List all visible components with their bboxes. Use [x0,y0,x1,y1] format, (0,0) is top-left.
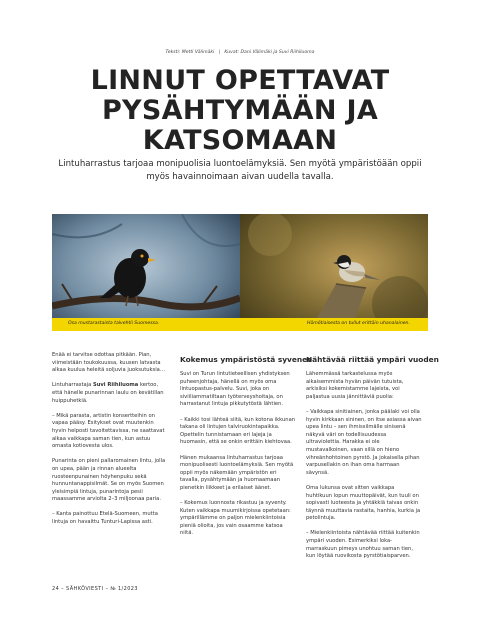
article-headline [40,66,440,156]
col1-paragraph-3: – Mikä parasta, artistin konsertteihin on vapaa pääsy. Esitykset ovat muutenkin hyvin helposti tavoitettavissa, ne saattavat alkaa vaikkapa saman tien, kun astuu omasta kotiovesta ulos. [52,412,165,450]
col3-paragraph-2: – Vaikkapa sinitiainen, jonka päälaki voi olla hyvin kirkkaan sininen, on itse asiassa aivan upea lintu – sen ihmissilmälle sinisenä näkyvä väri on todellisuudessa ultraviolettia. Harakka ei ole mustavalkoinen, vaan sillä on hieno vihreänhohtoinen pyrstö. Ja jokaisella pihan varpusellakin on ihan oma harmaan sävynsä. [306,408,422,476]
headline-line-3: KATSOMAAN [142,125,338,156]
col2-subheading: Kokemus ympäristöstä syvenee [180,355,313,364]
photo-strip [52,214,428,331]
col2-paragraph-4: – Kokemus luonnosta rikastuu ja syventy. Kuten vaikkapa muumikirjoissa opetetaan: ympärillämme on paljon mielenkiintoisia pieniä olioita, jos vain osaamme katsoa niitä. [180,500,291,537]
byline-photos: Kuvat: Dani Välimäki ja Suvi Riihiluoma [224,50,315,55]
byline-separator: | [218,50,221,55]
headline-line-2: PYSÄHTYMÄÄN JA [101,95,379,126]
col1-paragraph-2 [52,382,168,405]
col1-paragraph-5: – Kanta painottuu Etelä-Suomeen, mutta lintuja on havaittu Tunturi-Lapissa asti. [52,511,158,526]
willow-tit-photo [240,214,428,331]
col3-paragraph-4: – Mielenkiintoista nähtävää riittää kuitenkin ympäri vuoden. Esimerkiksi loka-marraskuun pimeys unohtuu saman tien, kun löytää ruovikosta pyrstötiaisparven. [306,530,420,560]
blackbird-caption: Osa mustarastaista talvehtii Suomessa. [68,321,160,326]
column-3 [306,355,439,568]
byline [0,50,480,55]
col1-p2-rest: kertoo, että hänelle punarinnan laulu on kevätillan huippuhetkiä. [52,382,164,404]
page-folio: 24 – SÄHKÖVIESTI – № 1/2023 [52,586,138,592]
col3-paragraph-1: Lähemmässä tarkastelussa myös aikaisemmista hyvän päivän tutuista, arkisiksi kokemistamme lajeista, voi paljastua uusia jännittäviä puolia: [306,371,404,400]
headline-line-1: LINNUT OPETTAVAT [90,65,390,96]
col3-subheading: Nähtävää riittää ympäri vuoden [306,355,439,364]
interviewee-name: Suvi Riihiluoma [92,382,139,389]
willow-tit-caption: Hömötiaisesta on tullut erittäin uhanalainen. [307,321,410,326]
col2-paragraph-3: Hänen mukaansa lintuharrastus tarjoaa monipuolisesti luontoelämyksiä. Sen myötä oppii myös näkemään ympäristön eri tavalla, pysähtymään ja huomaamaan pienetkin liikkeet ja erilaiset äänet. [180,454,294,491]
col1-p2-lead: Lintuharrastaja [52,382,93,389]
col2-paragraph-2: – Kaikki tosi lähteä siitä, kun kotona ikkunan takana oli lintujen talviruokintapaikka. Opettelin tunnistamaan eri lajeja ja huomasin, että se onkin erittäin kiehtovaa. [180,416,296,446]
column-1 [52,352,168,534]
col3-paragraph-3: Oma lukunsa ovat sitten vaikkapa huhtikuun lopun muuttopäivät, kun tuuli on sopivasti luoteesta ja yhtäkkiä taivas onkin täynnä muuttavia rastaita, hanhia, kurkia ja petolintuja. [306,484,421,522]
blackbird-photo [52,214,240,331]
column-2 [180,355,313,546]
article-lead: Lintuharrastus tarjoaa monipuolisia luontoelämyksiä. Sen myötä ympäristöään oppii myös havainnoimaan aivan uudella tavalla. [58,159,422,182]
col2-paragraph-1: Suvi on Turun lintutieteellisen yhdistyksen puheenjohtaja, hänellä on myös oma lintuopastus-palvelu. Suvi, joka on siviiliammatiltaan työterveyshoitaja, on harrastanut lintuja pikkutytöstä lähtien. [180,371,290,408]
col1-paragraph-4: Punarinta on pieni pallaromainen lintu, jolla on upea, pään ja rinnan alueelta ruosteenpunainen höyhenpuku sekä hunnuntanappisilmät. Se on myös Suomen yleisimpiä lintuja, punarintoja pesii maassamme arviolta 2–3 miljoonaa paria. [52,458,166,503]
byline-text: Teksti: Metti Välimäki [165,50,215,55]
col1-paragraph-1: Enää ei tarvitse odottaa pitkään. Pian, viimeistään toukokuussa, kuusen latvasta alkaa kuulua heleitä soljuvia juoksutuksia… [52,352,166,374]
